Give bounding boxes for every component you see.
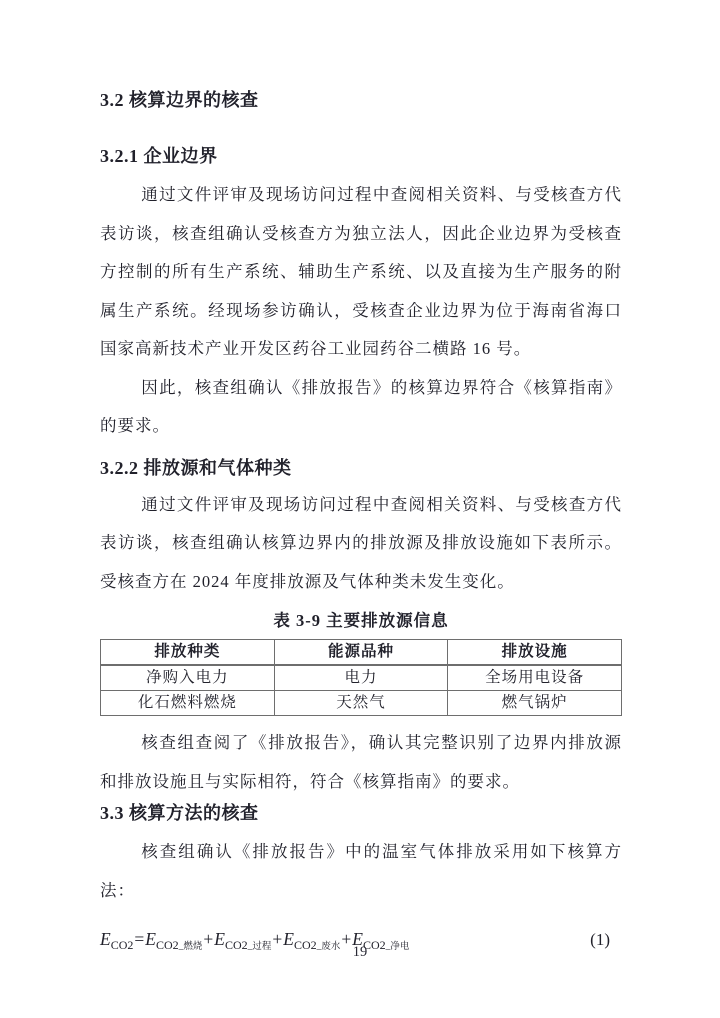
formula-lhs-base: E	[100, 929, 111, 949]
paragraph-table-conclusion: 核查组查阅了《排放报告》，确认其完整识别了边界内排放源和排放设施且与实际相符，符合《核算指南》的要求。	[100, 733, 622, 791]
table-row	[101, 691, 622, 716]
section-3-2-1-heading: 3.2.1 企业边界	[100, 146, 218, 166]
table-header-row	[101, 640, 622, 666]
subscript-cn: _废水	[316, 942, 341, 952]
table-cell: 化石燃料燃烧	[101, 691, 275, 716]
plus-sign: +	[272, 929, 283, 949]
table-cell: 天然气	[274, 691, 448, 716]
table-cell: 净购入电力	[101, 665, 275, 691]
formula-term-base: E	[283, 929, 294, 949]
table-cell: 电力	[274, 665, 448, 691]
formula-term-base: E	[214, 929, 225, 949]
table-row	[101, 665, 622, 691]
table-head	[101, 640, 622, 666]
subscript-main: CO2	[293, 938, 317, 952]
table-body	[101, 665, 622, 716]
subscript-cn: _燃烧	[178, 942, 203, 952]
section-3-3-heading: 3.3 核算方法的核查	[100, 803, 259, 823]
formula-term-base: E	[352, 929, 363, 949]
section-3-2-2-heading: 3.2.2 排放源和气体种类	[100, 457, 292, 478]
table-cell: 全场用电设备	[448, 665, 622, 691]
subscript-cn: _净电	[385, 942, 410, 952]
plus-sign: +	[341, 929, 352, 949]
section-3-2-heading: 3.2 核算边界的核查	[100, 90, 259, 110]
equation-number: (1)	[590, 930, 610, 949]
table-header-emission-facility: 排放设施	[448, 640, 622, 666]
table-cell: 燃气锅炉	[448, 691, 622, 716]
page-content	[100, 0, 622, 960]
paragraph-method-intro: 核查组确认《排放报告》中的温室气体排放采用如下核算方法：	[100, 842, 622, 900]
subscript-main: CO2	[224, 938, 248, 952]
paragraph-boundary-conclusion: 因此，核查组确认《排放报告》的核算边界符合《核算指南》的要求。	[100, 377, 622, 435]
emission-sources-table	[100, 639, 622, 716]
table-header-emission-type: 排放种类	[101, 640, 275, 666]
subscript-main: CO2	[155, 938, 179, 952]
subscript-main: CO2	[363, 938, 386, 952]
page-number: 19	[352, 944, 368, 960]
plus-sign: +	[203, 929, 214, 949]
formula-lhs-subscript: CO2	[110, 938, 134, 952]
table-header-energy-type: 能源品种	[274, 640, 448, 666]
subscript-cn: _过程	[247, 942, 272, 952]
table-caption: 表 3-9 主要排放源信息	[273, 611, 449, 630]
paragraph-emission-sources: 通过文件评审及现场访问过程中查阅相关资料、与受核查方代表访谈，核查组确认核算边界内的排放源及排放设施如下表所示。受核查方在 2024 年度排放源及气体种类未发生变化。	[100, 494, 622, 591]
formula-term-base: E	[145, 929, 156, 949]
equals-sign: =	[134, 929, 145, 949]
paragraph-enterprise-boundary: 通过文件评审及现场访问过程中查阅相关资料、与受核查方代表访谈，核查组确认受核查方为独立法人，因此企业边界为受核查方控制的所有生产系统、辅助生产系统、以及直接为生产服务的附属生产系统。经现场参访确认，受核查企业边界为位于海南省海口国家高新技术产业开发区药谷工业园药谷二横路 16 号。	[100, 185, 622, 358]
